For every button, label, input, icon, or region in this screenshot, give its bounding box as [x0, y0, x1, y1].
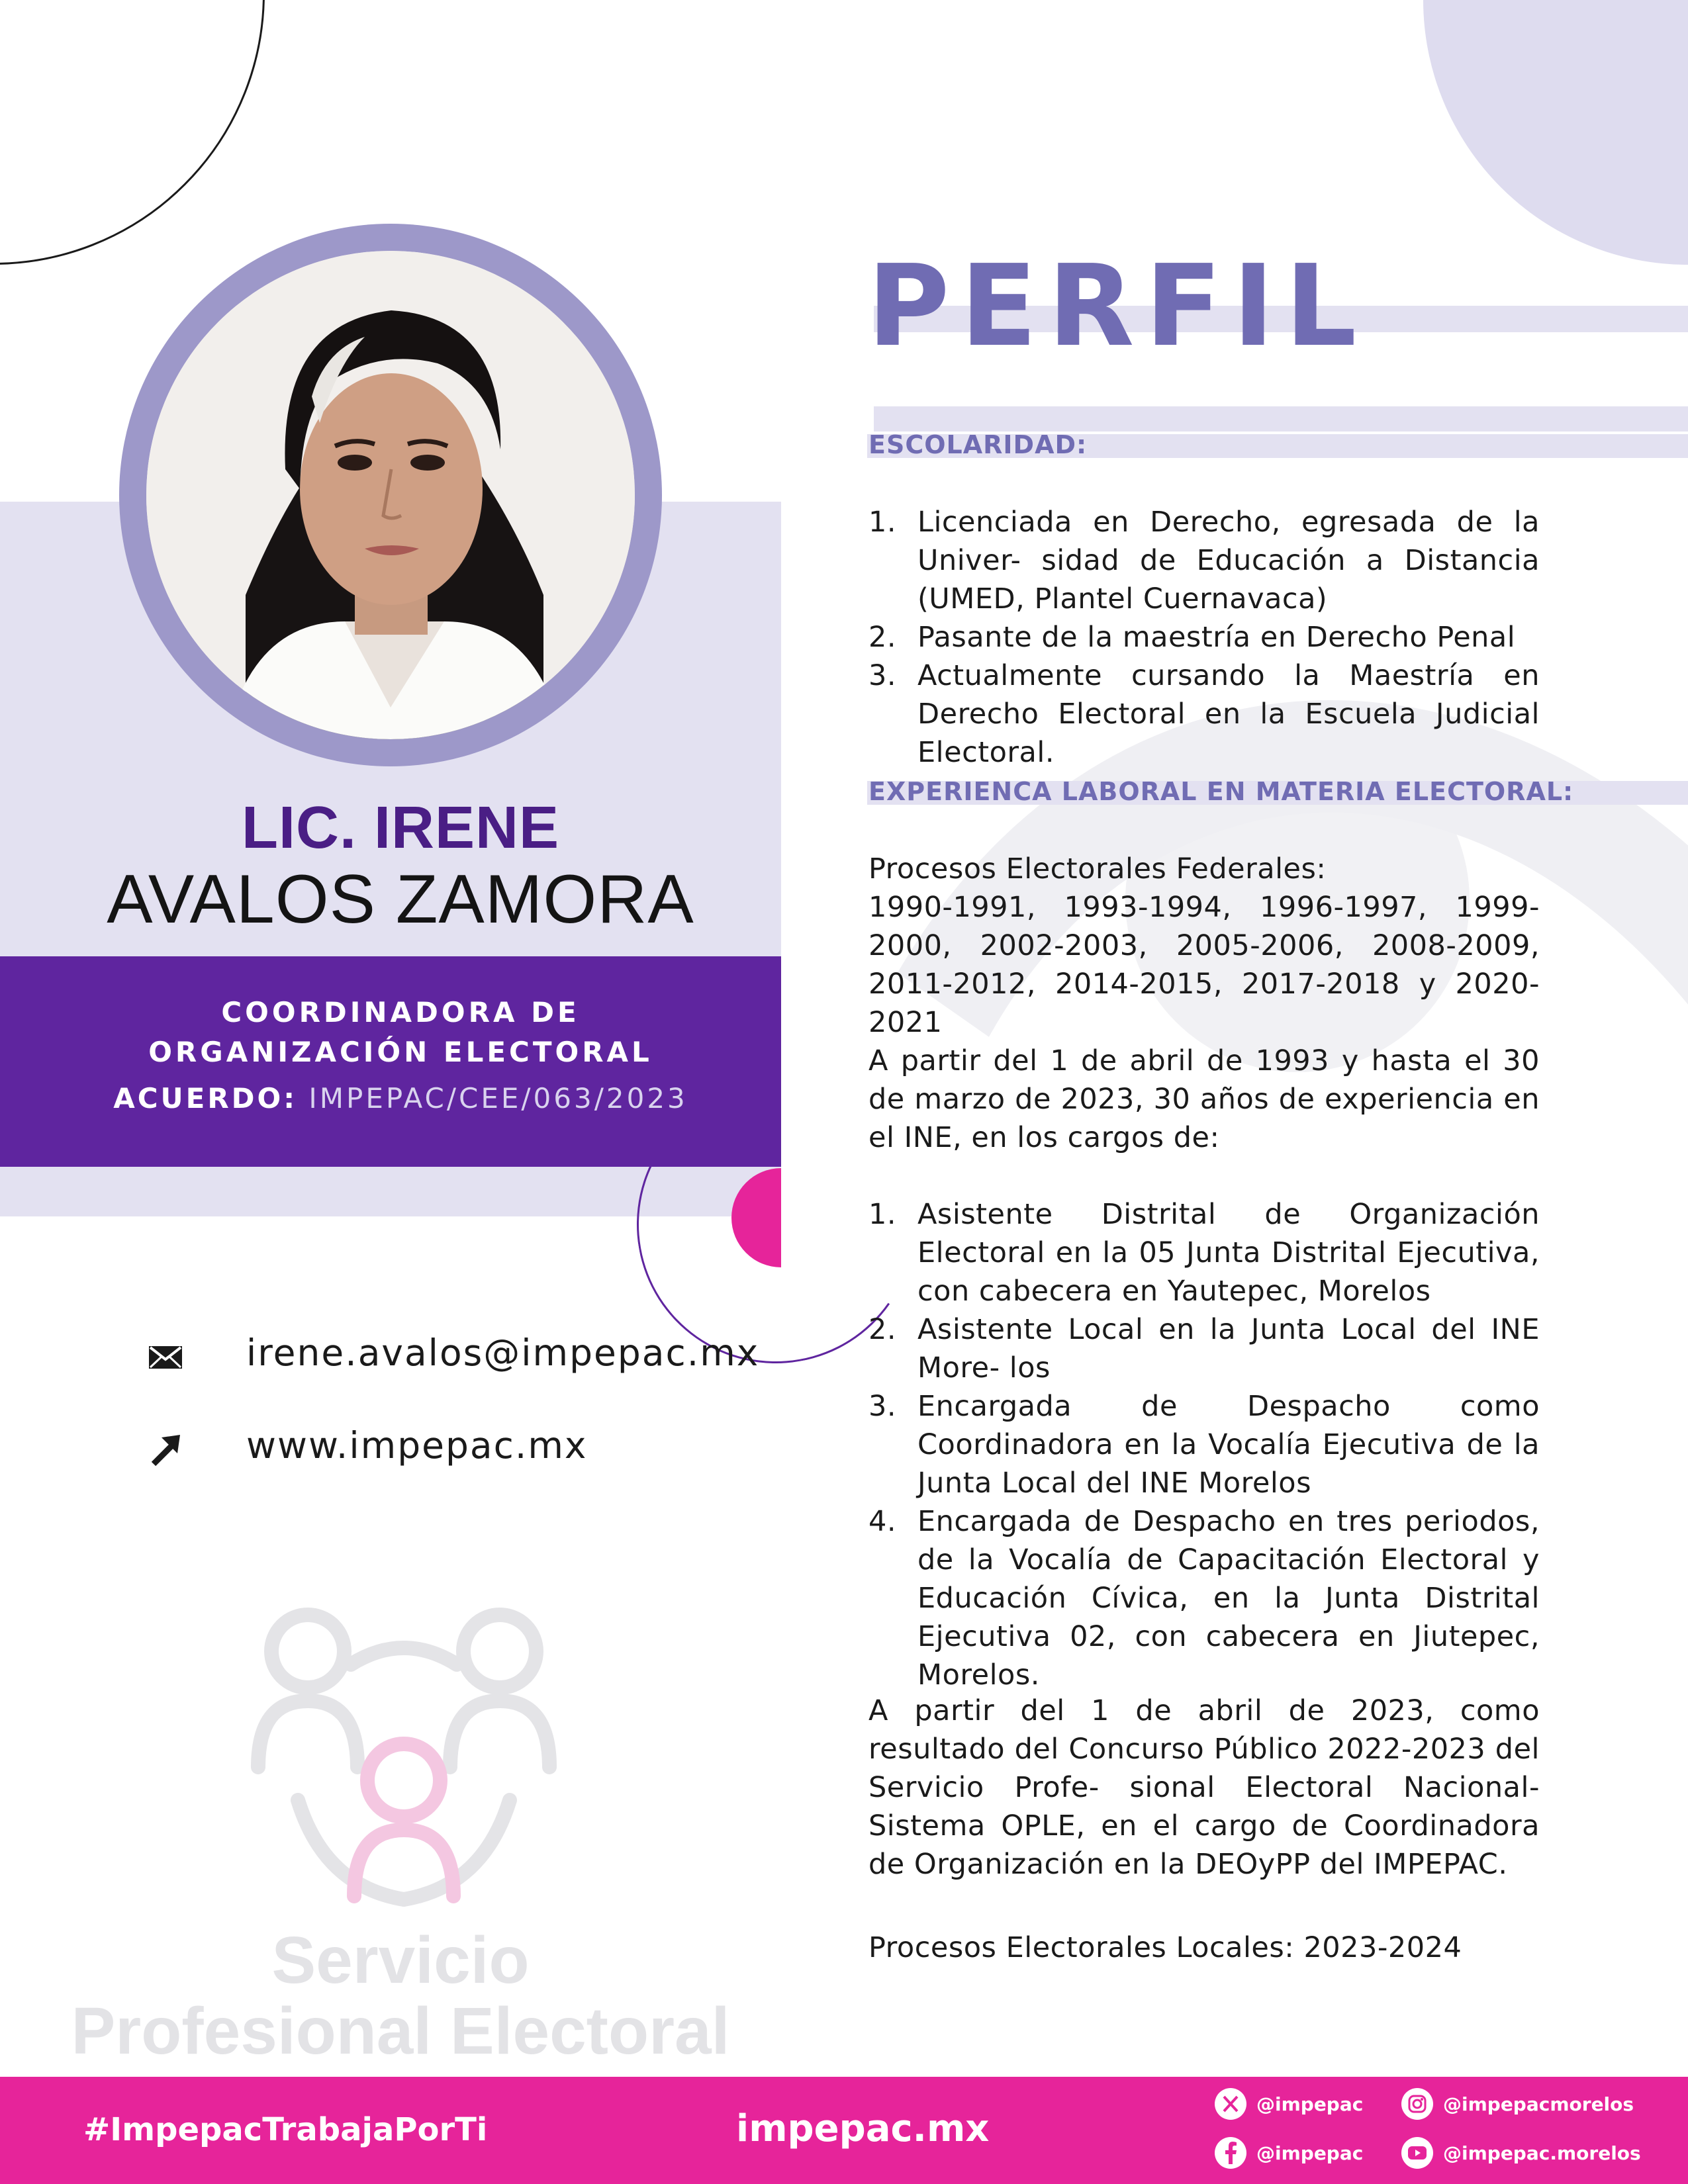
name-first-line: LIC. IRENE: [241, 795, 560, 861]
federal-processes-label: Procesos Electorales Federales:: [868, 852, 1327, 886]
social-instagram-handle: @impepacmorelos: [1443, 2093, 1634, 2115]
list-item: 2. Asistente Local en la Junta Local del INE More- los: [868, 1313, 1540, 1385]
section-title-experience: EXPERIENCA LABORAL EN MATERIA ELECTORAL:: [868, 777, 1574, 806]
youtube-logo-icon: [1401, 2136, 1434, 2169]
portrait-illustration: [146, 251, 635, 739]
agreement-value: IMPEPAC/CEE/063/2023: [308, 1082, 688, 1115]
profile-photo: [146, 251, 635, 739]
list-item: 4. Encargada de Despacho en tres periodos, de la Vocalía de Capacitación Electoral y Educación Cívica, en la Junta Distrital Ejecutiva 02, con cabecera en Jiutepec, Morelos.: [868, 1505, 1540, 1692]
ople-paragraph: A partir del 1 de abril de 2023, como resultado del Concurso Público 2022-2023 del Servicio Profe- sional Electoral Nacional-Sistema OPLE, en el cargo de Coordinadora de Organización en la DEOyPP del IMPEPAC.: [868, 1694, 1540, 1881]
agreement-label: ACUERDO:: [113, 1082, 298, 1115]
footer-site-link[interactable]: impepac.mx: [736, 2107, 990, 2150]
social-instagram[interactable]: [1401, 2087, 1634, 2120]
watermark-text-line-1: Servicio: [271, 1923, 530, 1997]
social-x[interactable]: [1214, 2087, 1363, 2120]
decorative-arc-top-left: [0, 0, 265, 265]
social-facebook[interactable]: [1214, 2136, 1363, 2169]
watermark-text-line-2: Profesional Electoral: [71, 1994, 730, 2068]
social-facebook-handle: @impepac: [1256, 2142, 1364, 2164]
ine-positions-list: [868, 1195, 1540, 1694]
arrow-up-right-icon: [147, 1431, 184, 1468]
agreement: [0, 1082, 801, 1115]
name-last-line: AVALOS ZAMORA: [107, 861, 694, 938]
website-link[interactable]: www.impepac.mx: [246, 1424, 588, 1467]
social-youtube-handle: @impepac.morelos: [1443, 2142, 1641, 2164]
email-link[interactable]: irene.avalos@impepac.mx: [246, 1332, 760, 1374]
page-title: PERFIL: [867, 241, 1368, 372]
list-item: 3. Encargada de Despacho como Coordinadora en la Vocalía Ejecutiva de la Junta Local del INE Morelos: [868, 1390, 1540, 1500]
role-title-line-2: ORGANIZACIÓN ELECTORAL: [148, 1036, 653, 1068]
social-x-handle: @impepac: [1256, 2093, 1364, 2115]
instagram-logo-icon: [1401, 2087, 1434, 2120]
role-title-line-1: COORDINADORA DE: [221, 996, 580, 1028]
social-youtube[interactable]: [1401, 2136, 1641, 2169]
decorative-circle-top-right: [1423, 0, 1688, 265]
education-list: [868, 503, 1540, 772]
list-item: 1. Licenciada en Derecho, egresada de la Univer- sidad de Educación a Distancia (UMED, Plantel Cuernavaca): [868, 506, 1540, 615]
list-item: 2. Pasante de la maestría en Derecho Penal: [868, 621, 1516, 654]
list-item: 3. Actualmente cursando la Maestría en Derecho Electoral en la Escuela Judicial Electoral.: [868, 659, 1540, 769]
x-logo-icon: [1214, 2087, 1247, 2120]
local-processes: Procesos Electorales Locales: 2023-2024: [868, 1931, 1462, 1964]
title-underline-bar-2: [874, 406, 1688, 432]
section-title-education: ESCOLARIDAD:: [868, 430, 1088, 459]
envelope-icon: [147, 1338, 184, 1375]
list-item: 1. Asistente Distrital de Organización Electoral en la 05 Junta Distrital Ejecutiva, con cabecera en Yautepec, Morelos: [868, 1198, 1540, 1308]
federal-processes-periods: 1990-1991, 1993-1994, 1996-1997, 1999-2000, 2002-2003, 2005-2006, 2008-2009, 2011-2012, 2014-2015, 2017-2018 y 2020-2021: [868, 891, 1540, 1039]
facebook-logo-icon: [1214, 2136, 1247, 2169]
footer-hashtag: #ImpepacTrabajaPorTi: [83, 2111, 488, 2148]
ine-experience-paragraph: A partir del 1 de abril de 1993 y hasta el 30 de marzo de 2023, 30 años de experiencia en el INE, en los cargos de:: [868, 1044, 1540, 1154]
people-network-watermark-icon: [245, 1602, 563, 1913]
